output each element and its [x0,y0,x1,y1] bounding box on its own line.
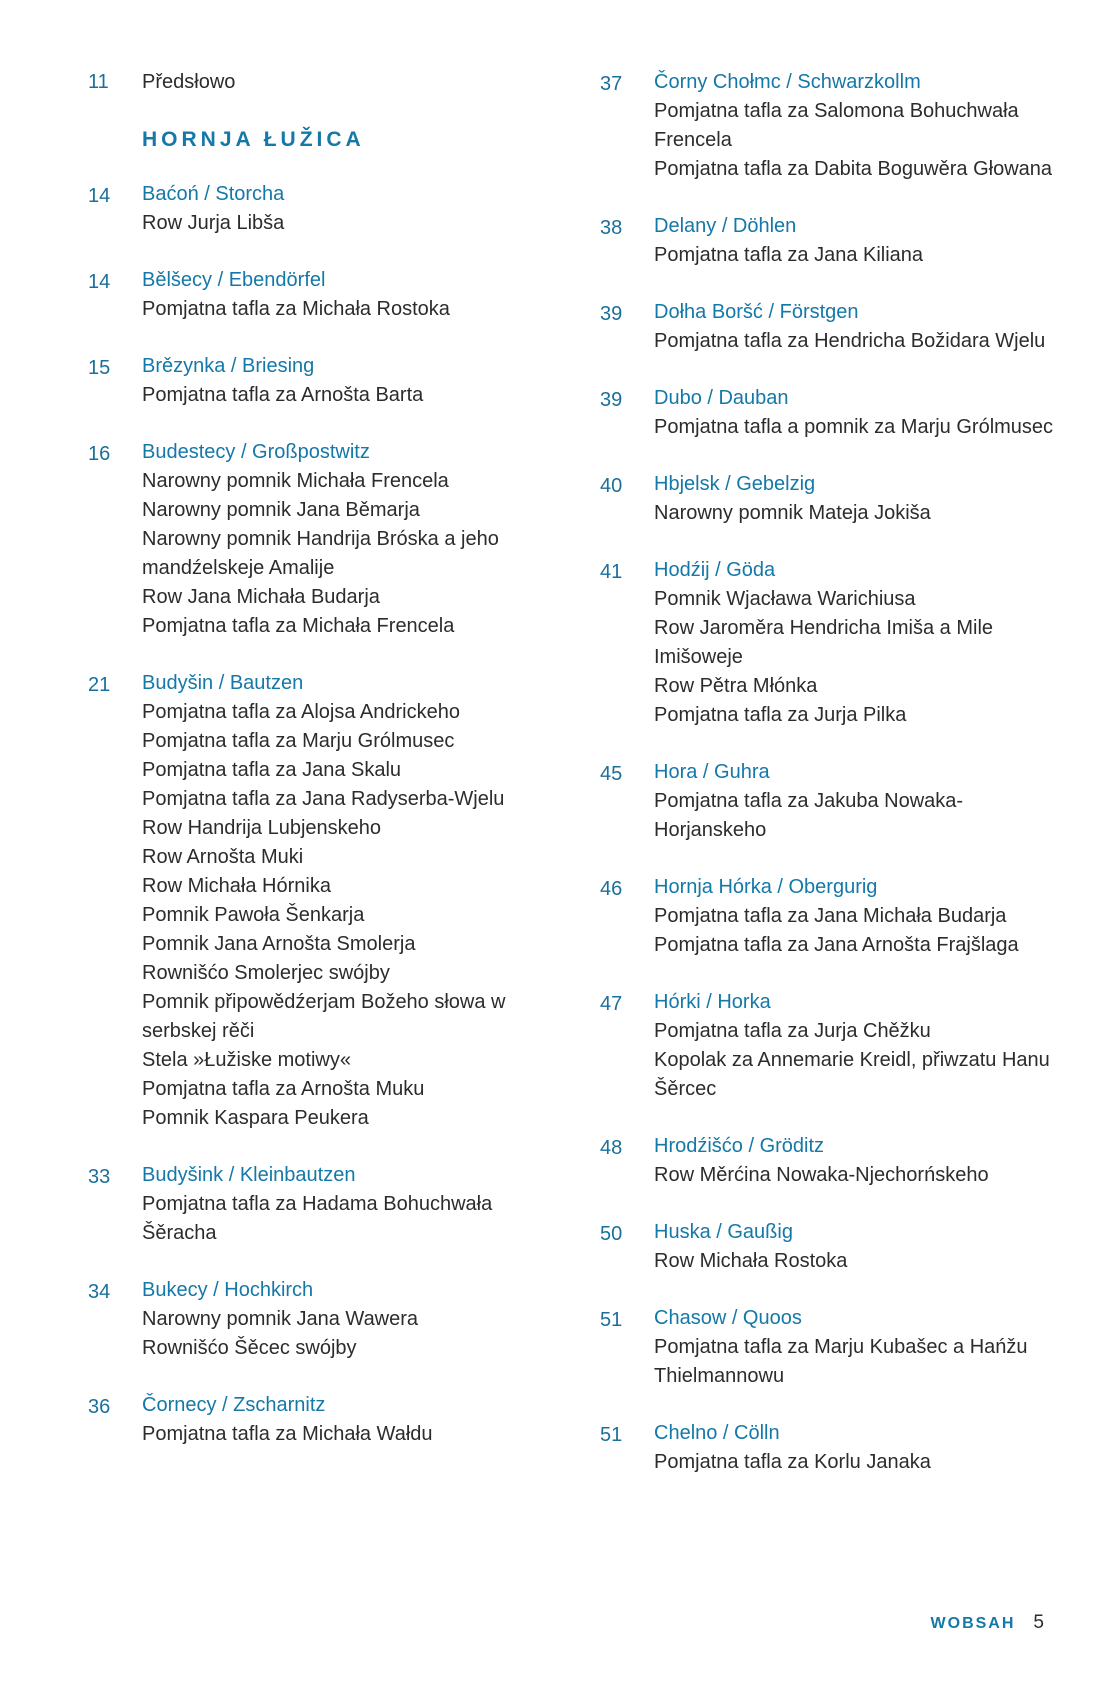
toc-item: Pomjatna tafla a pomnik za Marju Grólmusec [654,416,1054,438]
toc-place-name: Bělšecy / Ebendörfel [142,269,326,291]
toc-item: Pomjatna tafla za Arnošta Muku [142,1078,425,1100]
toc-entry-content [142,438,558,641]
toc-item: Pomjatna tafla za Marju Grólmusec [142,730,455,752]
toc-entry[interactable] [600,298,1070,356]
toc-item: Row Michała Hórnika [142,875,331,897]
toc-entry-content [654,470,1070,528]
toc-entry-content [142,180,558,238]
toc-item: Pomjatna tafla za Jakuba Nowaka-Horjanskeho [654,790,964,841]
toc-item: Narowny pomnik Handrija Bróska a jeho mandźelskeje Amalije [142,528,499,579]
toc-entry[interactable] [88,352,558,410]
toc-place-name: Chasow / Quoos [654,1307,802,1329]
toc-page-number: 21 [88,674,111,696]
toc-page-number: 45 [600,763,623,785]
toc-entry-content [142,266,558,324]
toc-item: Pomjatna tafla za Hendricha Božidara Wjelu [654,330,1046,352]
toc-item: Pomjatna tafla za Jana Skalu [142,759,402,781]
toc-entry-content [654,1132,1070,1190]
toc-place-name: Budestecy / Großpostwitz [142,441,370,463]
toc-item: Pomjatna tafla za Arnošta Barta [142,384,424,406]
toc-entry[interactable] [88,438,558,641]
toc-entry[interactable] [600,470,1070,528]
toc-entry-content [654,873,1070,960]
toc-page-number: 38 [600,217,623,239]
toc-entry[interactable] [600,1132,1070,1190]
toc-page-number: 33 [88,1166,111,1188]
toc-page-number: 46 [600,878,623,900]
toc-page-number: 36 [88,1396,111,1418]
toc-item: Pomjatna tafla za Michała Rostoka [142,298,450,320]
toc-page-number: 39 [600,303,623,325]
toc-item: Pomjatna tafla za Marju Kubašec a Hańžu Thielmannowu [654,1336,1028,1387]
toc-place-name: Čorny Chołmc / Schwarzkollm [654,71,921,93]
toc-entry[interactable] [600,556,1070,730]
toc-entry[interactable] [600,68,1070,184]
toc-item: Narowny pomnik Michała Frencela [142,470,449,492]
toc-item: Pomjatna tafla za Dabita Boguwěra Głowana [654,158,1053,180]
toc-entry[interactable] [88,1276,558,1363]
toc-page-number: 51 [600,1424,623,1446]
toc-entry-content [654,212,1070,270]
toc-entry-content [142,1276,558,1363]
toc-entry[interactable] [88,180,558,238]
page-footer [931,1612,1044,1634]
toc-page-number: 14 [88,271,111,293]
toc-entry[interactable] [88,266,558,324]
toc-item: Row Jana Michała Budarja [142,586,380,608]
left-column [88,68,558,1477]
toc-page-number: 14 [88,185,111,207]
toc-item: Pomjatna tafla za Korlu Janaka [654,1451,931,1473]
toc-entry[interactable] [600,758,1070,845]
toc-page-number: 48 [600,1137,623,1159]
toc-page-number: 37 [600,73,623,95]
toc-item: Pomjatna tafla za Jana Michała Budarja [654,905,1007,927]
toc-item: Narowny pomnik Mateja Jokiša [654,502,931,524]
toc-entry[interactable] [600,384,1070,442]
toc-entry-content [654,1419,1070,1477]
toc-place-name: Hora / Guhra [654,761,770,783]
toc-place-name: Huska / Gaußig [654,1221,793,1243]
toc-item: Stela »Łužiske motiwy« [142,1049,351,1071]
toc-entry-content [654,758,1070,845]
toc-entry-content [142,352,558,410]
toc-item: Row Pětra Młónka [654,675,818,697]
toc-entry[interactable] [600,873,1070,960]
toc-page-number: 15 [88,357,111,379]
toc-item: Pomjatna tafla za Jurja Pilka [654,704,907,726]
preface-entry[interactable] [88,68,558,97]
toc-item: Pomnik Kaspara Peukera [142,1107,369,1129]
toc-place-name: Hrodźišćo / Gröditz [654,1135,825,1157]
toc-place-name: Hornja Hórka / Obergurig [654,876,878,898]
toc-entry-content [654,298,1070,356]
toc-item: Row Michała Rostoka [654,1250,848,1272]
toc-item: Pomjatna tafla za Jurja Chěžku [654,1020,931,1042]
toc-item: Pomnik Pawoła Šenkarja [142,904,365,926]
preface-page-number: 11 [88,71,109,93]
toc-entry-content [142,669,558,1133]
preface-label: Předsłowo [142,71,236,93]
toc-entry-content [654,988,1070,1104]
toc-item: Row Arnošta Muki [142,846,304,868]
toc-place-name: Čornecy / Zscharnitz [142,1394,326,1416]
toc-item: Kopolak za Annemarie Kreidl, přiwzatu Hanu Šěrcec [654,1049,1050,1100]
toc-page-number: 50 [600,1223,623,1245]
toc-page-number: 51 [600,1309,623,1331]
toc-page-number: 34 [88,1281,111,1303]
section-heading: HORNJA ŁUŽICA [142,128,365,151]
toc-place-name: Budyšin / Bautzen [142,672,304,694]
toc-item: Pomnik Wjacława Warichiusa [654,588,916,610]
toc-item: Pomjatna tafla za Michała Frencela [142,615,455,637]
footer-page-number: 5 [1033,1612,1044,1633]
toc-entry[interactable] [600,988,1070,1104]
toc-page-number: 39 [600,389,623,411]
toc-item: Pomjatna tafla za Salomona Bohuchwała Frencela [654,100,1019,151]
toc-place-name: Baćoń / Storcha [142,183,285,205]
toc-entry-content [654,1304,1070,1391]
toc-place-name: Delany / Döhlen [654,215,797,237]
toc-item: Narowny pomnik Jana Wawera [142,1308,419,1330]
toc-item: Pomnik připowědźerjam Božeho słowa w serbskej rěči [142,991,506,1042]
toc-page-number: 47 [600,993,623,1015]
toc-place-name: Dołha Boršć / Förstgen [654,301,859,323]
toc-page-number: 41 [600,561,623,583]
toc-item: Rownišćo Smolerjec swójby [142,962,390,984]
toc-place-name: Bukecy / Hochkirch [142,1279,314,1301]
toc-entry[interactable] [600,1419,1070,1477]
toc-entry-content [654,556,1070,730]
toc-entry[interactable] [600,1304,1070,1391]
toc-item: Pomnik Jana Arnošta Smolerja [142,933,416,955]
toc-item: Row Handrija Lubjenskeho [142,817,382,839]
toc-entry-content [142,1161,558,1248]
toc-place-name: Budyšink / Kleinbautzen [142,1164,356,1186]
toc-item: Pomjatna tafla za Jana Radyserba-Wjelu [142,788,505,810]
toc-page-number: 40 [600,475,623,497]
toc-entry-content [142,1391,558,1449]
toc-entry[interactable] [88,1161,558,1248]
toc-entry[interactable] [600,212,1070,270]
toc-place-name: Hbjelsk / Gebelzig [654,473,816,495]
toc-entry[interactable] [88,669,558,1133]
toc-item: Narowny pomnik Jana Běmarja [142,499,420,521]
toc-item: Pomjatna tafla za Jana Arnošta Frajšlaga [654,934,1019,956]
toc-place-name: Hodźij / Göda [654,559,776,581]
toc-entry-content [654,384,1070,442]
toc-item: Row Jaroměra Hendricha Imiša a Mile Imišoweje [654,617,994,668]
toc-entry[interactable] [600,1218,1070,1276]
toc-item: Pomjatna tafla za Michała Wałdu [142,1423,433,1445]
right-column [600,68,1070,1505]
toc-item: Pomjatna tafla za Hadama Bohuchwała Šěracha [142,1193,493,1244]
toc-place-name: Chelno / Cölln [654,1422,780,1444]
toc-item: Row Měrćina Nowaka-Njechorńskeho [654,1164,989,1186]
toc-place-name: Brězynka / Briesing [142,355,315,377]
toc-entry[interactable] [88,1391,558,1449]
toc-place-name: Dubo / Dauban [654,387,789,409]
footer-label: WOBSAH [930,1615,1016,1632]
toc-item: Row Jurja Libša [142,212,285,234]
toc-place-name: Hórki / Horka [654,991,771,1013]
toc-entry-content [654,1218,1070,1276]
toc-entry-content [654,68,1070,184]
toc-item: Rownišćo Šěcec swójby [142,1337,357,1359]
toc-item: Pomjatna tafla za Jana Kiliana [654,244,924,266]
toc-page-number: 16 [88,443,111,465]
toc-item: Pomjatna tafla za Alojsa Andrickeho [142,701,460,723]
